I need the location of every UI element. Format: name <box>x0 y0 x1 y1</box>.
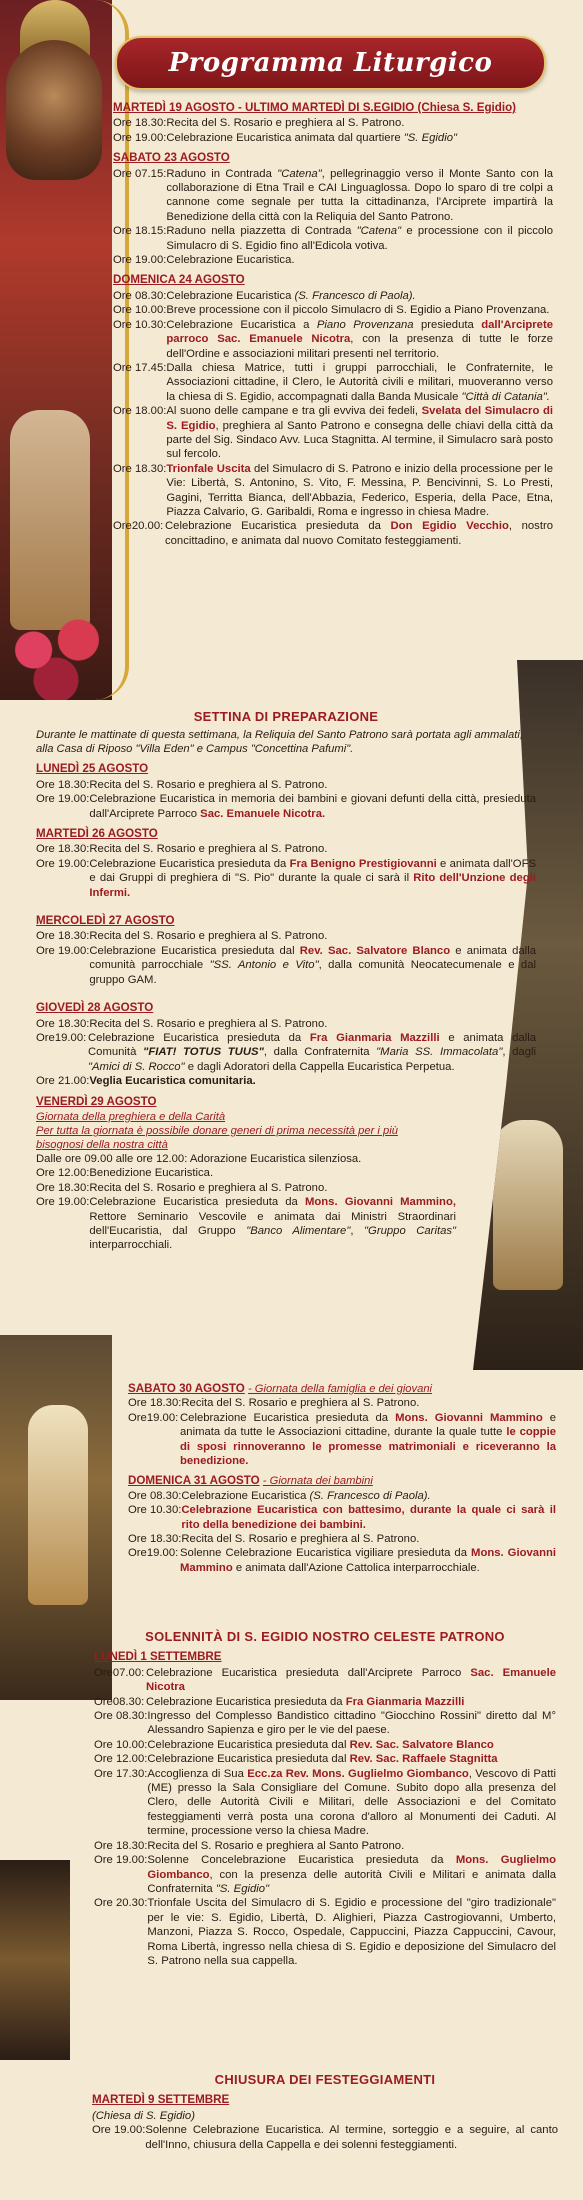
day-heading: MARTEDÌ 19 AGOSTO - ULTIMO MARTEDÌ DI S.EGIDIO (Chiesa S. Egidio) <box>113 101 517 114</box>
adoration-line: Dalle ore 09.00 alle ore 12.00: Adorazione Eucaristica silenziosa. <box>36 1152 362 1165</box>
schedule-row: Ore 17.45: Dalla chiesa Matrice, tutti i gruppi parrocchiali, le Confraternite, le Associazioni cittadine, il Clero, le Autorità civili e militari, muoveranno verso la chiesa di S. Egidio, accompagnati dalla Banda Musicale "Città di Catania". <box>113 361 553 403</box>
page-title: Programma Liturgico <box>168 48 493 78</box>
day-heading: GIOVEDÌ 28 AGOSTO <box>36 1001 154 1015</box>
schedule-row: Ore 18.30: Recita del S. Rosario e preghiera al S. Patrono. <box>36 778 328 791</box>
schedule-row: Ore 19.00: Celebrazione Eucaristica presieduta dal Rev. Sac. Salvatore Blanco e animata dalla comunità parrocchiale "SS. Antonio e Vito", dalla comunità Neocatecumenale e dal gruppo GAM. <box>36 944 536 986</box>
schedule-row: Ore 07.15: Raduno in Contrada "Catena", pellegrinaggio verso il Monte Santo con la collaborazione di Etna Trail e CAI Linguaglossa. Dopo lo sparo di tre colpi a cannone come segnale per tutta la cittadinanza, l'Arciprete impartirà la Benedizione della città con la Reliquia del Santo Patrono. <box>113 167 553 223</box>
schedule-row: Ore 19.00: Celebrazione Eucaristica. <box>113 254 295 267</box>
schedule-row: Ore 19.00: Celebrazione Eucaristica animata dal quartiere "S. Egidio" <box>113 131 458 144</box>
schedule-row: Ore 18.30: Recita del S. Rosario e preghiera al S. Patrono. <box>128 1533 420 1546</box>
day-theme: Giornata della preghiera e della Carità <box>36 1110 226 1123</box>
schedule-row: Ore20.00: Celebrazione Eucaristica presieduta da Don Egidio Vecchio, nostro concittadino, e animata dal nuovo Comitato festeggiamenti. <box>113 520 554 547</box>
schedule-row: Ore 18.30: Trionfale Uscita del Simulacro di S. Patrono e inizio della processione per le Vie: Libertà, S. Antonino, S. Vito, F. Messina, P. Bencivinni, S. Lo Presti, Gagini, Territta Bianca, dell'Abbazia, Federico, Esperia, della Pace, Etna, Piazza Calvario, G. Garibaldi, Roma e ingresso in chiesa Madre. <box>113 462 553 518</box>
section-settina <box>36 710 536 1253</box>
schedule-row: Ore 18.30: Recita del S. Rosario e preghiera al S. Patrono. <box>36 1017 328 1030</box>
day-heading: LUNEDÌ 1 SETTEMBRE <box>94 1650 222 1664</box>
schedule-row: Ore 10.30: Celebrazione Eucaristica a Piano Provenzana presieduta dall'Arciprete parroco Sac. Emanuele Nicotra, con la presenza di tutte le forze dell'Ordine e associazioni militari presenti nel territorio. <box>113 318 553 360</box>
day-heading: MERCOLEDÌ 27 AGOSTO <box>36 914 175 928</box>
section-weekend <box>128 1382 556 1575</box>
day-heading: VENERDÌ 29 AGOSTO <box>36 1094 157 1108</box>
schedule-row: Ore 18.15: Raduno nella piazzetta di Contrada "Catena" e processione con il piccolo Simulacro di S. Egidio fino all'Edicola votiva. <box>113 225 554 252</box>
schedule-row: Ore 12.00: Celebrazione Eucaristica presieduta dal Rev. Sac. Raffaele Stagnitta <box>94 1753 498 1766</box>
schedule-row: Ore 18.30: Recita del S. Rosario e preghiera al Santo Patrono. <box>94 1839 405 1852</box>
schedule-row: Ore 18.30: Recita del S. Rosario e preghiera al S. Patrono. <box>36 1181 328 1194</box>
schedule-row: Ore 19.00: Solenne Celebrazione Eucaristica. Al termine, sorteggio e a seguire, al canto dell'Inno, chiusura della Cappella e dei solenni festeggiamenti. <box>92 2124 558 2151</box>
schedule-row: Ore 10.30: Celebrazione Eucaristica con battesimo, durante la quale ci sarà il rito della benedizione dei bambini. <box>128 1504 556 1531</box>
day-heading: LUNEDÌ 25 AGOSTO <box>36 762 149 776</box>
schedule-row: Ore 18.30: Recita del S. Rosario e preghiera al S. Patrono. <box>36 843 328 856</box>
section-title: CHIUSURA DEI FESTEGGIAMENTI <box>214 2072 436 2087</box>
schedule-row: Ore07.00: Celebrazione Eucaristica presieduta dall'Arciprete Parroco Sac. Emanuele Nicotra <box>94 1666 557 1694</box>
day-heading: SABATO 30 AGOSTO - Giornata della famiglia e dei giovani <box>128 1382 433 1395</box>
schedule-row: Ore 10.00: Celebrazione Eucaristica presieduta dal Rev. Sac. Salvatore Blanco <box>94 1738 494 1751</box>
schedule-row: Ore 19.00: Celebrazione Eucaristica presieduta da Mons. Giovanni Mammino, Rettore Seminario Vescovile e animata dai Ministri Straordinari dell'Eucaristia, dal Gruppo "Banco Alimentare", "Gruppo Caritas" interparrocchiali. <box>36 1196 457 1252</box>
section-opening <box>113 101 553 548</box>
day-heading: MARTEDÌ 9 SETTEMBRE <box>92 2093 230 2107</box>
section-chiusura <box>92 2073 558 2152</box>
schedule-row: Ore 18.30: Recita del S. Rosario e preghiera al S. Patrono. <box>36 930 328 943</box>
schedule-row: Ore 10.00: Breve processione con il piccolo Simulacro di S. Egidio a Piano Provenzana. <box>113 304 550 317</box>
schedule-row: Ore19.00: Solenne Celebrazione Eucaristica vigiliare presieduta da Mons. Giovanni Mammino e animata dall'Azione Cattolica interparrocchiale. <box>128 1547 557 1574</box>
charity-note: Per tutta la giornata è possibile donare generi di prima necessità per i più bisognosi della nostra città <box>36 1124 398 1151</box>
day-heading: DOMENICA 24 AGOSTO <box>113 273 245 287</box>
schedule-row: Ore 08.30: Ingresso del Complesso Bandistico cittadino "Giocchino Rossini" diretto dal M° Alessandro Sapienza e giro per le vie del paese. <box>94 1710 556 1737</box>
section-solennita <box>94 1630 556 1968</box>
schedule-row: Ore19.00: Celebrazione Eucaristica presieduta da Fra Gianmaria Mazzilli e animata dalla Comunità "FIAT! TOTUS TUUS", dalla Confraternita "Maria SS. Immacolata", dagli "Amici di S. Rocco" e dagli Adoratori della Cappella Eucaristica Perpetua. <box>36 1031 537 1073</box>
day-heading: MARTEDÌ 26 AGOSTO <box>36 827 158 841</box>
schedule-row: Ore19.00: Celebrazione Eucaristica presieduta da Mons. Giovanni Mammino e animata da tutte le Associazioni cittadine, durante la quale tutte le coppie di sposi rinnoveranno le promesse matrimoniali e riceveranno la benedizione. <box>128 1411 557 1468</box>
day-heading: DOMENICA 31 AGOSTO - Giornata dei bambini <box>128 1474 373 1488</box>
schedule-row: Ore 18.30: Recita del S. Rosario e preghiera al S. Patrono. <box>128 1397 420 1410</box>
saint-face-shape <box>6 40 102 180</box>
schedule-row: Ore 19.00: Solenne Concelebrazione Eucaristica presieduta da Mons. Guglielmo Giombanco, con la presenza delle autorità Civili e Militari e animata dalla Confraternita "S. Egidio" <box>94 1854 556 1895</box>
schedule-row: Ore 18.00: Al suono delle campane e tra gli evviva dei fedeli, Svelata del Simulacro di S. Egidio, preghiera al Santo Patrono e consegna delle chiavi della città da parte del Sig. Sindaco Avv. Luca Stagnitta. Al termine, il Simulacro sarà posto sul fercolo. <box>113 405 553 461</box>
section-title: SETTINA DI PREPARAZIONE <box>193 709 379 724</box>
schedule-row: Ore08.30: Celebrazione Eucaristica presieduta da Fra Gianmaria Mazzilli <box>94 1695 465 1708</box>
schedule-row: Ore 12.00: Benedizione Eucaristica. <box>36 1167 214 1180</box>
intro-note: Durante le mattinate di questa settimana, la Reliquia del Santo Patrono sarà portata agli ammalati, alla Casa di Riposo "Villa Eden" e Campus "Concettina Pafumi". <box>36 729 523 756</box>
day-location: (Chiesa di S. Egidio) <box>92 2109 195 2122</box>
altar-image <box>0 1860 70 2060</box>
day-heading: SABATO 23 AGOSTO <box>113 151 230 165</box>
saint-statue-shape <box>10 410 90 630</box>
schedule-row: Ore 18.30: Recita del S. Rosario e preghiera al S. Patrono. <box>113 117 405 130</box>
schedule-row: Ore 20.30: Trionfale Uscita del Simulacro di S. Egidio e processione del "giro tradizionale" per le vie: S. Egidio, Libertà, D. Alighieri, Piazza Castrogiovanni, Umberto, Manzoni, Piazza S. Rocco, Ospedale, Cappuccini, Piazza Cappuccini, Cavour, Roma Libertà, ingresso nella chiesa di S. Egidio e deposizione del Simulacro del S. Patrono nella sua cappella. <box>94 1897 556 1967</box>
schedule-row: Ore 08.30: Celebrazione Eucaristica (S. Francesco di Paola). <box>113 289 416 302</box>
section-title: SOLENNITÀ DI S. EGIDIO NOSTRO CELESTE PATRONO <box>145 1629 505 1644</box>
schedule-row: Ore 17.30: Accoglienza di Sua Ecc.za Rev. Mons. Guglielmo Giombanco, Vescovo di Patti (ME) presso la Sala Consigliare del Comune. Subito dopo alla presenza del Clero, delle Autorità Civili e Militari, delle Associazioni e del Comitato festeggiamenti verrà posta una corona d'alloro al Monumenti dei Caduti. Al termine, processione verso la chiesa Madre. <box>94 1767 556 1838</box>
title-banner <box>115 36 546 90</box>
schedule-row: Ore 19.00: Celebrazione Eucaristica in memoria dei bambini e giovani defunti della città, presieduta dall'Arciprete Parroco Sac. Emanuele Nicotra. <box>36 793 536 820</box>
schedule-row: Ore 21.00: Veglia Eucaristica comunitaria. <box>36 1075 256 1088</box>
saint-statue-shape <box>28 1405 88 1605</box>
schedule-row: Ore 08.30: Celebrazione Eucaristica (S. Francesco di Paola). <box>128 1489 431 1502</box>
schedule-row: Ore 19.00: Celebrazione Eucaristica presieduta da Fra Benigno Prestigiovanni e animata dall'OFS e dai Gruppi di preghiera di "S. Pio" durante la quale ci sarà il Rito dell'Unzione degli Infermi. <box>36 857 537 899</box>
